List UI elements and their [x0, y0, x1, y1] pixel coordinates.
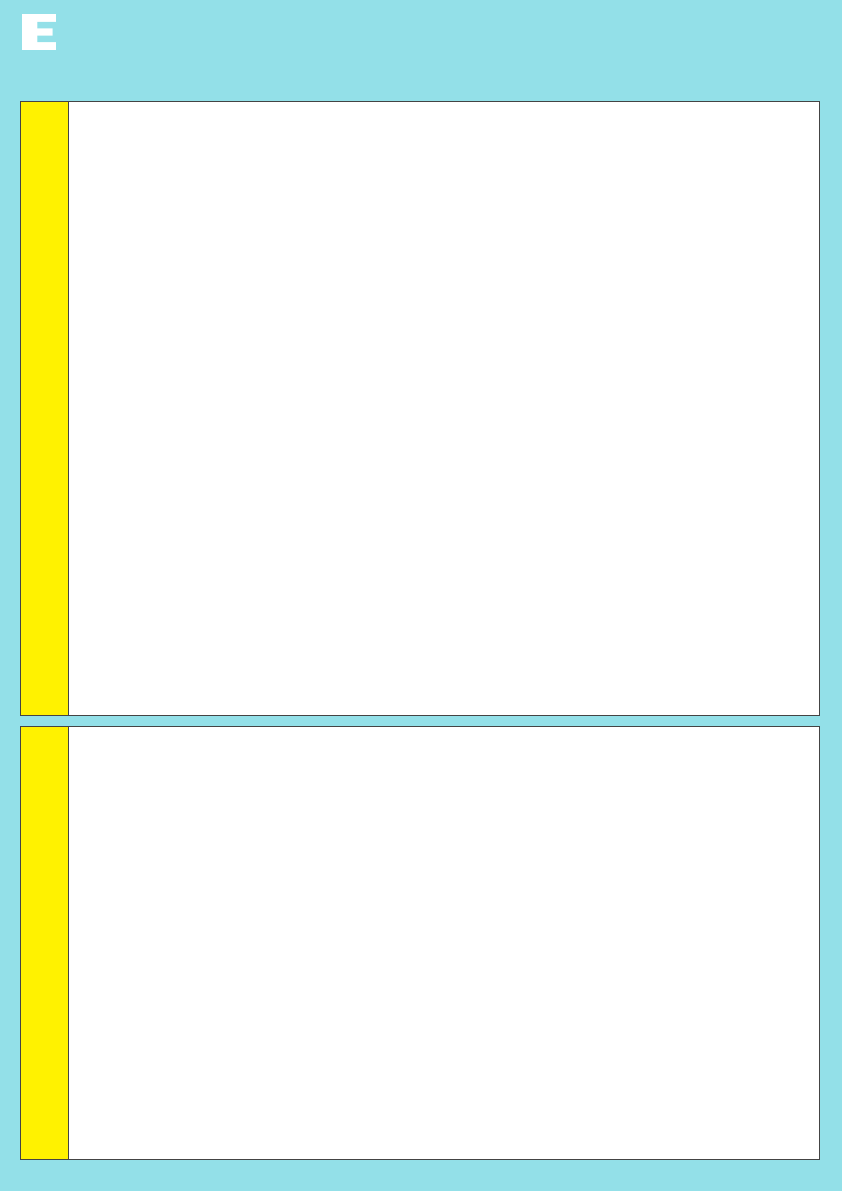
january-grid — [69, 727, 819, 1159]
december-grid — [69, 102, 819, 715]
month-label-band — [21, 727, 69, 1159]
month-label-band — [21, 102, 69, 715]
e-cube-logo — [22, 14, 242, 56]
e-cube-logo-icon — [22, 14, 56, 50]
month-january — [20, 726, 820, 1160]
month-december — [20, 101, 820, 716]
